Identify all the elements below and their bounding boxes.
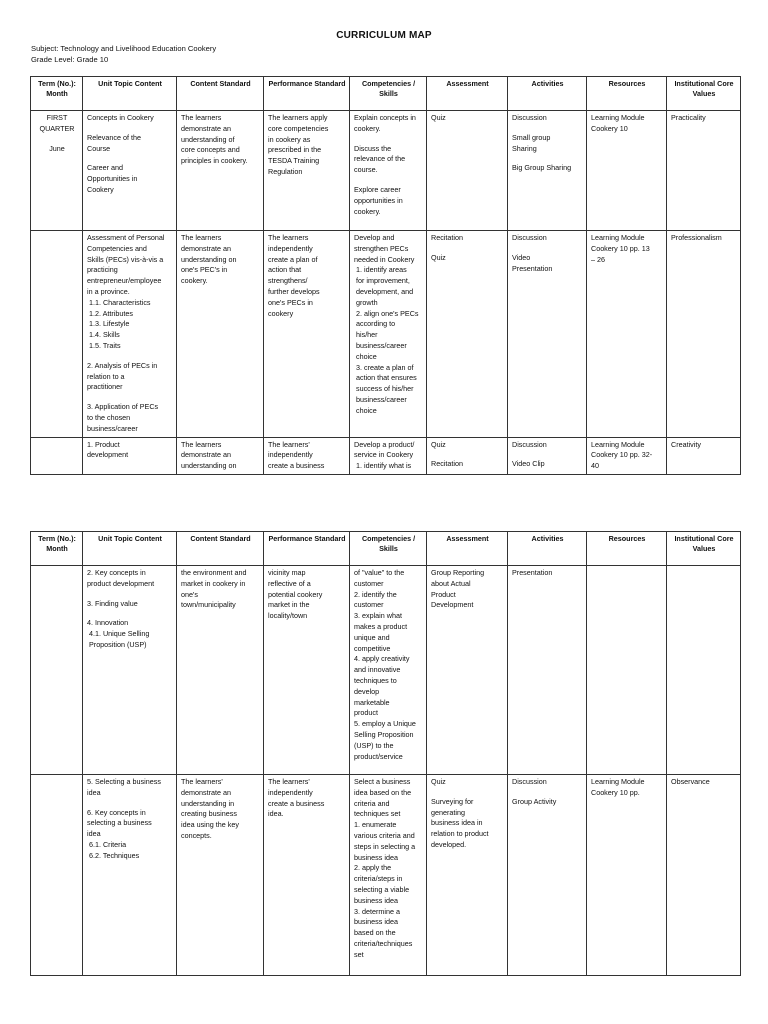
cell-text: Course	[87, 143, 111, 153]
header-competencies: Competencies / Skills	[350, 532, 427, 566]
cell-text: independently	[268, 450, 313, 460]
cell-text: Quiz	[431, 113, 446, 122]
content-standard-cell	[177, 111, 264, 231]
spacer	[87, 352, 173, 361]
cell-text: independently	[268, 787, 313, 797]
header-resources: Resources	[587, 77, 667, 111]
resources-cell	[587, 231, 667, 438]
cell-text: QUARTER	[39, 123, 75, 133]
cell-text: 5. Selecting a business	[87, 777, 161, 786]
cell-text: 6.2. Techniques	[87, 850, 140, 860]
cell-text: Recitation	[431, 233, 463, 242]
cell-text: Cookery 10 pp. 32-	[591, 450, 653, 460]
cell-text: relevance of the	[354, 154, 406, 164]
cell-text: 1. identify what is	[354, 461, 412, 471]
cell-text: The learners'	[268, 777, 310, 786]
topic-cell	[83, 437, 177, 474]
cell-text: 40	[591, 461, 599, 471]
cell-text: potential cookery	[268, 589, 323, 599]
cell-text: Competencies and	[87, 243, 147, 253]
cell-text: Video	[512, 252, 531, 262]
cell-text: according to	[354, 319, 396, 329]
spacer	[512, 124, 583, 133]
assessment-cell	[427, 111, 508, 231]
cell-text: the environment and	[181, 568, 247, 577]
spacer	[512, 154, 583, 163]
cell-text: to the chosen	[87, 412, 131, 422]
cell-text: market in cookery in	[181, 578, 246, 588]
performance-standard-cell	[264, 437, 350, 474]
topic-cell	[83, 566, 177, 775]
cell-text: product	[354, 708, 378, 718]
spacer	[87, 124, 173, 133]
cell-text: 1. identify areas	[354, 265, 407, 275]
header-term: Term (No.): Month	[31, 532, 83, 566]
performance-standard-cell	[264, 231, 350, 438]
cell-text: 1.5. Traits	[87, 340, 121, 350]
spacer	[354, 176, 423, 185]
cell-text: 2. identify the	[354, 589, 397, 599]
header-content-standard: Content Standard	[177, 77, 264, 111]
cell-text: understanding in	[181, 798, 235, 808]
table-row	[31, 231, 741, 438]
subject-line: Subject: Technology and Livelihood Education Cookery	[31, 44, 217, 53]
cell-text: unique and	[354, 632, 390, 642]
cell-text: Career and	[87, 163, 123, 173]
cell-text: 3. create a plan of	[354, 362, 414, 372]
cell-text: one's PEC's in	[181, 265, 228, 275]
cell-text: customer	[354, 578, 384, 588]
cell-text: 2. align one's PECs	[354, 308, 419, 318]
cell-text: demonstrate an	[181, 787, 231, 797]
term-cell	[31, 775, 83, 976]
cell-text: concepts.	[181, 830, 212, 840]
cell-text: relation to product	[431, 829, 489, 839]
table-row	[31, 566, 741, 775]
cell-text: Cookery 10	[591, 123, 628, 133]
activities-cell	[508, 231, 587, 438]
spacer	[431, 788, 504, 797]
cell-text: Discuss the	[354, 143, 392, 153]
cell-text: Develop a product/	[354, 439, 415, 449]
cell-text: principles in cookery.	[181, 156, 248, 166]
performance-standard-cell	[264, 566, 350, 775]
cell-text: idea	[87, 787, 101, 797]
cell-text: generating	[431, 807, 465, 817]
cell-text: criteria/steps in	[354, 874, 403, 884]
term-cell	[31, 111, 83, 231]
activities-cell	[508, 437, 587, 474]
header-activities: Activities	[508, 532, 587, 566]
cell-text: Discussion	[512, 113, 547, 122]
cell-text: Cookery	[87, 184, 114, 194]
cell-text: Learning Module	[591, 777, 645, 786]
cell-text: developed.	[431, 839, 467, 849]
cell-text: demonstrate an	[181, 123, 231, 133]
table-header-row	[31, 77, 741, 111]
header-core-values: Institutional Core Values	[667, 532, 741, 566]
cell-text: business/career	[354, 394, 407, 404]
cell-text: Small group	[512, 132, 551, 142]
cell-text: creating business	[181, 809, 237, 819]
cell-text: business/career	[354, 340, 407, 350]
assessment-cell	[427, 566, 508, 775]
cell-text: makes a product	[354, 621, 408, 631]
cell-text: Selling Proposition	[354, 729, 414, 739]
cell-text: choice	[354, 351, 377, 361]
cell-text: Quiz	[431, 252, 446, 262]
performance-standard-cell	[264, 111, 350, 231]
cell-text: Practicality	[671, 113, 706, 122]
curriculum-table-page-2	[30, 531, 741, 976]
cell-text: The learners	[268, 233, 309, 242]
cell-text: 1. Product	[87, 439, 120, 449]
cell-text: about Actual	[431, 578, 471, 588]
cell-text: create a plan of	[268, 254, 318, 264]
cell-text: Group Reporting	[431, 568, 485, 577]
cell-text: business idea	[354, 852, 398, 862]
cell-text: Discussion	[512, 233, 547, 242]
spacer	[512, 788, 583, 797]
cell-text: opportunities in	[354, 195, 403, 205]
header-performance-standard: Performance Standard	[264, 532, 350, 566]
cell-text: success of his/her	[354, 384, 414, 394]
cell-text: cookery.	[354, 123, 381, 133]
cell-text: idea.	[268, 809, 284, 819]
header-assessment: Assessment	[427, 532, 508, 566]
cell-text: in a province.	[87, 286, 130, 296]
curriculum-table-page-1	[30, 76, 741, 475]
spacer	[431, 244, 504, 253]
header-term: Term (No.): Month	[31, 77, 83, 111]
cell-text: Regulation	[268, 166, 303, 176]
cell-text: Explain concepts in	[354, 113, 416, 122]
cell-text: selecting a viable	[354, 884, 410, 894]
cell-text: business/career	[87, 423, 138, 433]
competencies-cell	[350, 566, 427, 775]
cell-text: market in the	[268, 600, 310, 610]
cell-text: product development	[87, 578, 155, 588]
term-cell	[31, 231, 83, 438]
cell-text: The learners'	[181, 777, 223, 786]
cell-text: The learners apply	[268, 113, 328, 122]
resources-cell	[587, 111, 667, 231]
cell-text: June	[49, 143, 65, 153]
cell-text: product/service	[354, 751, 403, 761]
cell-text: Sharing	[512, 143, 537, 153]
cell-text: Select a business	[354, 777, 411, 786]
cell-text: service in Cookery	[354, 450, 414, 460]
cell-text: 3. Finding value	[87, 598, 138, 608]
spacer	[87, 590, 173, 599]
cell-text: The learners	[181, 233, 222, 242]
cell-text: practitioner	[87, 382, 123, 392]
cell-text: create a business	[268, 461, 325, 471]
cell-text: TESDA Training	[268, 156, 320, 166]
cell-text: relation to a	[87, 371, 125, 381]
topic-cell	[83, 231, 177, 438]
cell-text: Explore career	[354, 184, 401, 194]
topic-cell	[83, 775, 177, 976]
header-content-standard: Content Standard	[177, 532, 264, 566]
cell-text: develop	[354, 686, 380, 696]
cell-text: Relevance of the	[87, 132, 141, 142]
cell-text: needed in Cookery	[354, 254, 415, 264]
header-assessment: Assessment	[427, 77, 508, 111]
cell-text: action that	[268, 265, 302, 275]
core-values-cell	[667, 231, 741, 438]
activities-cell	[508, 566, 587, 775]
cell-text: 1. enumerate	[354, 820, 397, 830]
table-row	[31, 775, 741, 976]
cell-text: Discussion	[512, 439, 547, 449]
cell-text: based on the	[354, 928, 396, 938]
cell-text: 2. Analysis of PECs in	[87, 360, 158, 370]
cell-text: 1.3. Lifestyle	[87, 319, 130, 329]
cell-text: locality/town	[268, 611, 308, 621]
competencies-cell	[350, 111, 427, 231]
core-values-cell	[667, 111, 741, 231]
assessment-cell	[427, 231, 508, 438]
cell-text: cookery.	[354, 206, 381, 216]
cell-text: Group Activity	[512, 796, 557, 806]
header-activities: Activities	[508, 77, 587, 111]
spacer	[87, 393, 173, 402]
cell-text: 4. Innovation	[87, 618, 129, 628]
cell-text: development	[87, 450, 129, 460]
cell-text: 1.4. Skills	[87, 330, 120, 340]
cell-text: understanding of	[181, 134, 235, 144]
cell-text: Professionalism	[671, 233, 722, 242]
assessment-cell	[427, 775, 508, 976]
cell-text: Observance	[671, 777, 710, 786]
cell-text: set	[354, 949, 364, 959]
cell-text: 1.2. Attributes	[87, 308, 133, 318]
spacer	[512, 244, 583, 253]
cell-text: Quiz	[431, 777, 446, 786]
header-competencies: Competencies / Skills	[350, 77, 427, 111]
cell-text: 3. explain what	[354, 611, 402, 621]
spacer	[87, 799, 173, 808]
cell-text: Presentation	[512, 568, 553, 577]
cell-text: Presentation	[512, 263, 553, 273]
cell-text: techniques to	[354, 675, 397, 685]
activities-cell	[508, 111, 587, 231]
cell-text: business idea	[354, 917, 398, 927]
cell-text: of "value" to the	[354, 568, 405, 577]
cell-text: Development	[431, 600, 474, 610]
cell-text: further develops	[268, 286, 320, 296]
cell-text: idea	[87, 829, 101, 839]
table-header-row	[31, 532, 741, 566]
resources-cell	[587, 566, 667, 775]
spacer	[87, 154, 173, 163]
spacer	[35, 135, 79, 144]
cell-text: one's PECs in	[268, 297, 313, 307]
cell-text: Learning Module	[591, 113, 645, 122]
cell-text: Learning Module	[591, 233, 645, 242]
cell-text: Cookery 10 pp. 13	[591, 243, 650, 253]
cell-text: Learning Module	[591, 439, 645, 449]
cell-text: marketable	[354, 697, 390, 707]
cell-text: understanding on	[181, 254, 237, 264]
competencies-cell	[350, 231, 427, 438]
cell-text: choice	[354, 405, 377, 415]
cell-text: Quiz	[431, 439, 446, 449]
cell-text: entrepreneur/employee	[87, 276, 162, 286]
cell-text: Recitation	[431, 459, 463, 469]
cell-text: 6.1. Criteria	[87, 839, 127, 849]
table-row	[31, 437, 741, 474]
competencies-cell	[350, 775, 427, 976]
cell-text: cookery.	[181, 276, 208, 286]
cell-text: FIRST	[46, 113, 68, 122]
cell-text: demonstrate an	[181, 243, 231, 253]
cell-text: idea using the key	[181, 820, 239, 830]
header-performance-standard: Performance Standard	[264, 77, 350, 111]
cell-text: and innovative	[354, 665, 401, 675]
cell-text: demonstrate an	[181, 450, 231, 460]
grade-level-line: Grade Level: Grade 10	[31, 55, 109, 64]
cell-text: course.	[354, 165, 378, 175]
cell-text: understanding on	[181, 461, 237, 471]
header-unit-topic: Unit Topic Content	[83, 532, 177, 566]
cell-text: 2. apply the	[354, 863, 392, 873]
cell-text: one's	[181, 589, 198, 599]
cell-text: steps in selecting a	[354, 841, 416, 851]
cell-text: Concepts in Cookery	[87, 113, 154, 122]
cell-text: in cookery as	[268, 134, 311, 144]
cell-text: 4.1. Unique Selling	[87, 629, 150, 639]
cell-text: prescribed in the	[268, 145, 322, 155]
core-values-cell	[667, 775, 741, 976]
core-values-cell	[667, 566, 741, 775]
cell-text: 5. employ a Unique	[354, 719, 416, 729]
cell-text: reflective of a	[268, 578, 311, 588]
cell-text: practicing	[87, 265, 118, 275]
cell-text: business idea in	[431, 818, 483, 828]
cell-text: various criteria and	[354, 830, 415, 840]
cell-text: The learners'	[268, 439, 310, 449]
header-resources: Resources	[587, 532, 667, 566]
cell-text: create a business	[268, 798, 325, 808]
cell-text: for improvement,	[354, 276, 410, 286]
spacer	[512, 450, 583, 459]
cell-text: business idea	[354, 895, 398, 905]
cell-text: – 26	[591, 254, 605, 264]
cell-text: strengthen PECs	[354, 243, 409, 253]
cell-text: independently	[268, 243, 313, 253]
content-standard-cell	[177, 437, 264, 474]
cell-text: Skills (PECs) vis-à-vis a	[87, 254, 164, 264]
core-values-cell	[667, 437, 741, 474]
spacer	[354, 135, 423, 144]
cell-text: techniques set	[354, 809, 401, 819]
spacer	[87, 609, 173, 618]
cell-text: Product	[431, 589, 456, 599]
cell-text: Creativity	[671, 439, 701, 449]
cell-text: his/her	[354, 330, 378, 340]
page-title: CURRICULUM MAP	[336, 30, 432, 41]
spacer	[431, 450, 504, 459]
cell-text: competitive	[354, 643, 391, 653]
cell-text: 2. Key concepts in	[87, 568, 146, 577]
cell-text: Big Group Sharing	[512, 163, 572, 173]
cell-text: Proposition (USP)	[87, 639, 147, 649]
cell-text: The learners	[181, 113, 222, 122]
performance-standard-cell	[264, 775, 350, 976]
cell-text: strengthens/	[268, 276, 308, 286]
table-row	[31, 111, 741, 231]
activities-cell	[508, 775, 587, 976]
cell-text: criteria and	[354, 798, 390, 808]
cell-text: Discussion	[512, 777, 547, 786]
content-standard-cell	[177, 566, 264, 775]
cell-text: (USP) to the	[354, 740, 394, 750]
term-cell	[31, 437, 83, 474]
cell-text: Develop and	[354, 233, 395, 242]
cell-text: 4. apply creativity	[354, 654, 410, 664]
competencies-cell	[350, 437, 427, 474]
cell-text: 6. Key concepts in	[87, 807, 146, 817]
cell-text: Surveying for	[431, 796, 474, 806]
content-standard-cell	[177, 775, 264, 976]
resources-cell	[587, 437, 667, 474]
cell-text: The learners	[181, 439, 222, 449]
header-core-values: Institutional Core Values	[667, 77, 741, 111]
cell-text: Opportunities in	[87, 174, 138, 184]
cell-text: criteria/techniques	[354, 938, 413, 948]
topic-cell	[83, 111, 177, 231]
term-cell	[31, 566, 83, 775]
cell-text: cookery	[268, 308, 294, 318]
content-standard-cell	[177, 231, 264, 438]
cell-text: core competencies	[268, 123, 329, 133]
cell-text: core concepts and	[181, 145, 240, 155]
cell-text: vicinity map	[268, 568, 306, 577]
header-unit-topic: Unit Topic Content	[83, 77, 177, 111]
cell-text: town/municipality	[181, 600, 236, 610]
cell-text: development, and	[354, 286, 414, 296]
cell-text: 3. determine a	[354, 906, 400, 916]
cell-text: customer	[354, 600, 384, 610]
cell-text: selecting a business	[87, 818, 152, 828]
cell-text: action that ensures	[354, 373, 417, 383]
cell-text: growth	[354, 297, 378, 307]
cell-text: 3. Application of PECs	[87, 402, 159, 412]
resources-cell	[587, 775, 667, 976]
cell-text: 1.1. Characteristics	[87, 297, 151, 307]
cell-text: Cookery 10 pp.	[591, 787, 640, 797]
cell-text: Assessment of Personal	[87, 233, 165, 242]
assessment-cell	[427, 437, 508, 474]
cell-text: idea based on the	[354, 787, 412, 797]
cell-text: Video Clip	[512, 459, 545, 469]
